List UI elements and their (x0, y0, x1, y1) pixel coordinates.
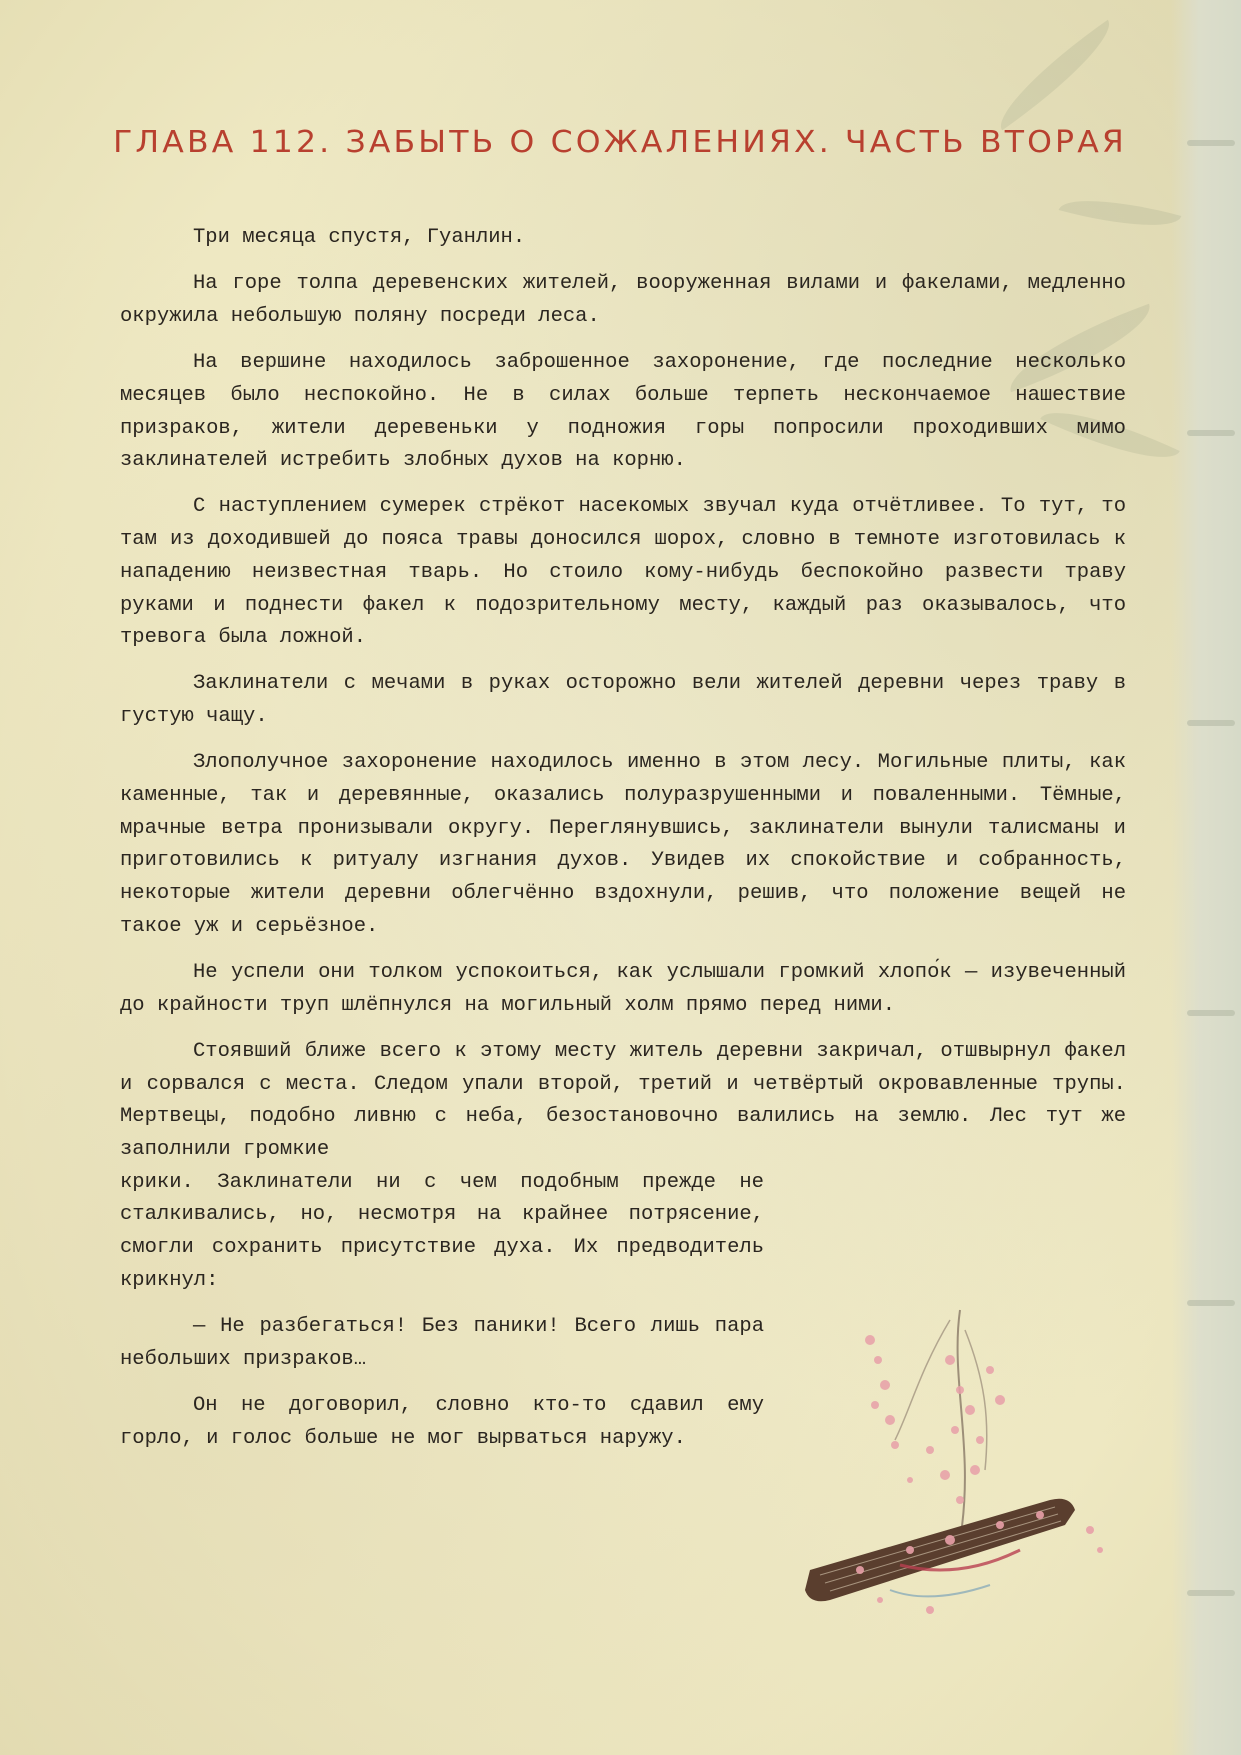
paragraph: Он не договорил, словно кто-то сдавил ему горло, и голос больше не мог вырваться наружу. (120, 1394, 764, 1450)
paragraph: Не успели они толком успокоиться, как услышали громкий хлопо́к — изувеченный до крайности труп шлёпнулся на могильный холм прямо перед ними. (120, 961, 1126, 1017)
chapter-title: ГЛАВА 112. ЗАБЫТЬ О СОЖАЛЕНИЯХ. ЧАСТЬ ВТОРАЯ (113, 125, 1127, 160)
paragraph: Заклинатели с мечами в руках осторожно вели жителей деревни через траву в густую чащу. (120, 672, 1126, 729)
paragraph: Стоявший ближе всего к этому месту житель деревни закричал, отшвырнул факел и сорвался с места. Следом упали второй, третий и четвёртый окровавленные трупы. Мертвецы, подобно ливню с неба, безостановочно валились на землю. Лес тут же заполнили громкие (120, 1039, 1126, 1162)
bamboo-leaf-icon (985, 20, 1125, 131)
paragraph: Три месяца спустя, Гуанлин. (193, 226, 526, 249)
paragraph: С наступлением сумерек стрёкот насекомых звучал куда отчётливее. То тут, то там из доходившей до пояса травы доносился шорох, словно в темноте изготовилась к нападению неизвестная тварь. Но стоило кому-нибудь беспокойно развести траву руками и поднести факел к подозрительному месту, каждый раз оказывалось, что тревога была ложной. (120, 495, 1126, 650)
paragraph: Злополучное захоронение находилось именно в этом лесу. Могильные плиты, как каменные, так и деревянные, оказались полуразрушенными и поваленными. Тёмные, мрачные ветра пронизывали округу. Переглянувшись, заклинатели вынули талисманы и приготовились к ритуалу изгнания духов. Увидев их спокойствие и собранность, некоторые жители деревни облегчённо вздохнули, решив, что положение вещей не такое уж и серьёзное. (120, 751, 1126, 938)
paragraph: — Не разбегаться! Без паники! Всего лишь пара небольших призраков… (120, 1315, 764, 1371)
paragraph-continuation: крики. Заклинатели ни с чем подобным прежде не сталкивались, но, несмотря на крайнее потрясение, смогли сохранить присутствие духа. Их предводитель крикнул: (120, 1170, 764, 1292)
guqin-with-cherry-blossom-icon (800, 1300, 1140, 1630)
paragraph: На вершине находилось заброшенное захоронение, где последние несколько месяцев было неспокойно. Не в силах больше терпеть нескончаемое нашествие призраков, жители деревеньки у подножия горы попросили проходивших мимо заклинателей истребить злобных духов на корню. (120, 351, 1126, 473)
bamboo-icon (1171, 0, 1241, 1755)
chapter-body (120, 222, 1126, 1469)
paragraph: На горе толпа деревенских жителей, вооруженная вилами и факелами, медленно окружила небольшую поляну посреди леса. (120, 272, 1126, 328)
